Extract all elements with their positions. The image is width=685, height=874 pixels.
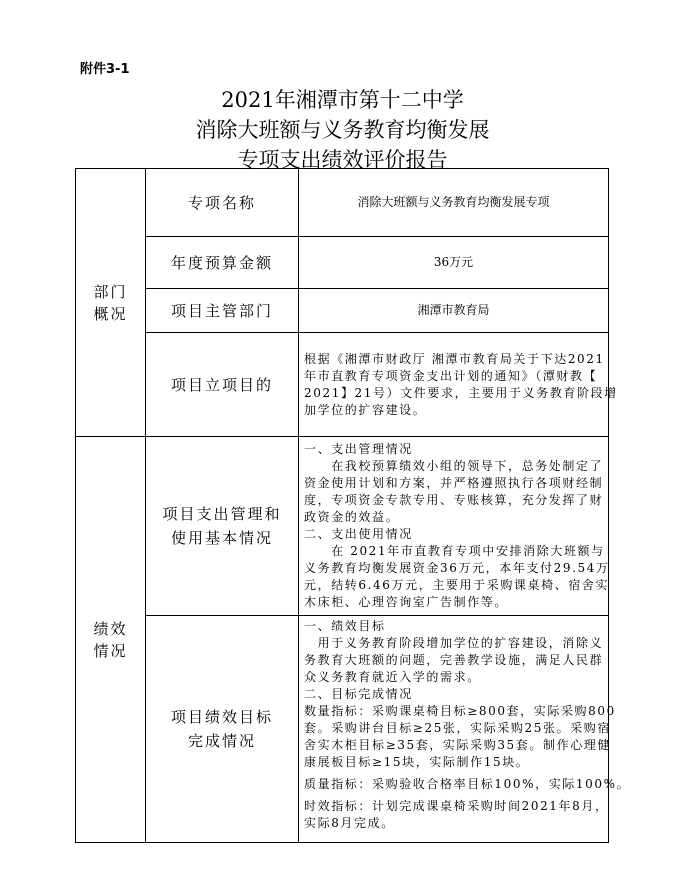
text-line: 二、目标完成情况 [304, 687, 413, 701]
text-line: 元，结转6.46万元，主要用于采购课桌椅、宿舍实 [304, 578, 610, 592]
section-dept-overview [76, 169, 146, 437]
label: 部门 [93, 282, 128, 301]
label: 项目绩效目标 [170, 708, 273, 726]
label: 绩效 [93, 619, 128, 638]
label-project-purpose: 项目立项目的 [146, 333, 299, 437]
label: 完成情况 [187, 732, 256, 750]
text-line: 用于义务教育阶段增加学位的扩容建设，消除义 [304, 636, 604, 650]
text-line: 二、支出使用情况 [304, 527, 413, 541]
label-expenditure-management [146, 437, 299, 616]
title-line-2: 消除大班额与义务教育均衡发展 [195, 118, 490, 142]
attachment-label: 附件3-1 [80, 62, 130, 77]
text-line: 众义务教育就近入学的需求。 [304, 670, 481, 684]
text-line: 度，专项资金专款专用、专账核算，充分发挥了财 [304, 493, 604, 507]
label-department: 项目主管部门 [146, 289, 299, 333]
value-annual-budget: 36万元 [299, 237, 609, 289]
label: 使用基本情况 [170, 529, 273, 547]
label-performance-goals [146, 616, 299, 843]
text-line: 时效指标：计划完成课桌椅采购时间2021年8月， [304, 799, 609, 813]
text-line: 资金使用计划和方案，并严格遵照执行各项财经制 [304, 476, 604, 490]
quality-indicator: 质量指标：采购验收合格率目标100%，实际100%。 [304, 777, 631, 791]
text-line: 在 2021年市直教育专项中安排消除大班额与 [304, 544, 605, 558]
title-line-1: 2021年湘潭市第十二中学 [221, 88, 464, 112]
text-line: 一、绩效目标 [304, 619, 386, 633]
value-project-purpose [299, 333, 618, 437]
title-line-3: 专项支出绩效评价报告 [237, 148, 448, 172]
text-line: 舍实木柜目标≥35套，实际采购35套。制作心理健 [304, 738, 611, 752]
label: 项目支出管理和 [162, 505, 282, 523]
text-line: 一、支出管理情况 [304, 442, 413, 456]
text-line: 套。采购讲台目标≥25张，实际采购25张。采购宿 [304, 721, 611, 735]
value-department: 湘潭市教育局 [299, 289, 609, 333]
label-annual-budget: 年度预算金额 [146, 237, 299, 289]
label: 情况 [93, 641, 128, 660]
value-performance-goals [299, 616, 631, 843]
label: 概况 [93, 304, 128, 323]
value-project-name: 消除大班额与义务教育均衡发展专项 [299, 169, 609, 237]
text-line: 康展板目标≥15块，实际制作15块。 [304, 755, 530, 769]
text-line: 年市直教育专项资金支出计划的通知》（潭财教【 [304, 368, 598, 383]
text-line: 数量指标：采购课桌椅目标≥800套，实际采购800 [304, 704, 616, 718]
text-line: 木床柜、心理咨询室广告制作等。 [304, 595, 509, 609]
report-table [75, 168, 631, 843]
text-line: 义务教育均衡发展资金36万元，本年支付29.54万 [304, 561, 610, 575]
value-expenditure-management [299, 437, 609, 616]
text-line: 实际8月完成。 [304, 816, 395, 830]
text-line: 在我校预算绩效小组的领导下，总务处制定了 [304, 459, 604, 473]
text-line: 政资金的效益。 [304, 510, 400, 524]
text-line: 加学位的扩容建设。 [304, 402, 427, 417]
text-line: 根据《湘潭市财政厅 湘潭市教育局关于下达2021 [304, 351, 605, 366]
section-performance [76, 437, 146, 843]
label-project-name: 专项名称 [146, 169, 299, 237]
text-line: 务教育大班额的问题，完善教学设施，满足人民群 [304, 653, 604, 667]
text-line: 2021】21号）文件要求，主要用于义务教育阶段增 [304, 385, 618, 400]
